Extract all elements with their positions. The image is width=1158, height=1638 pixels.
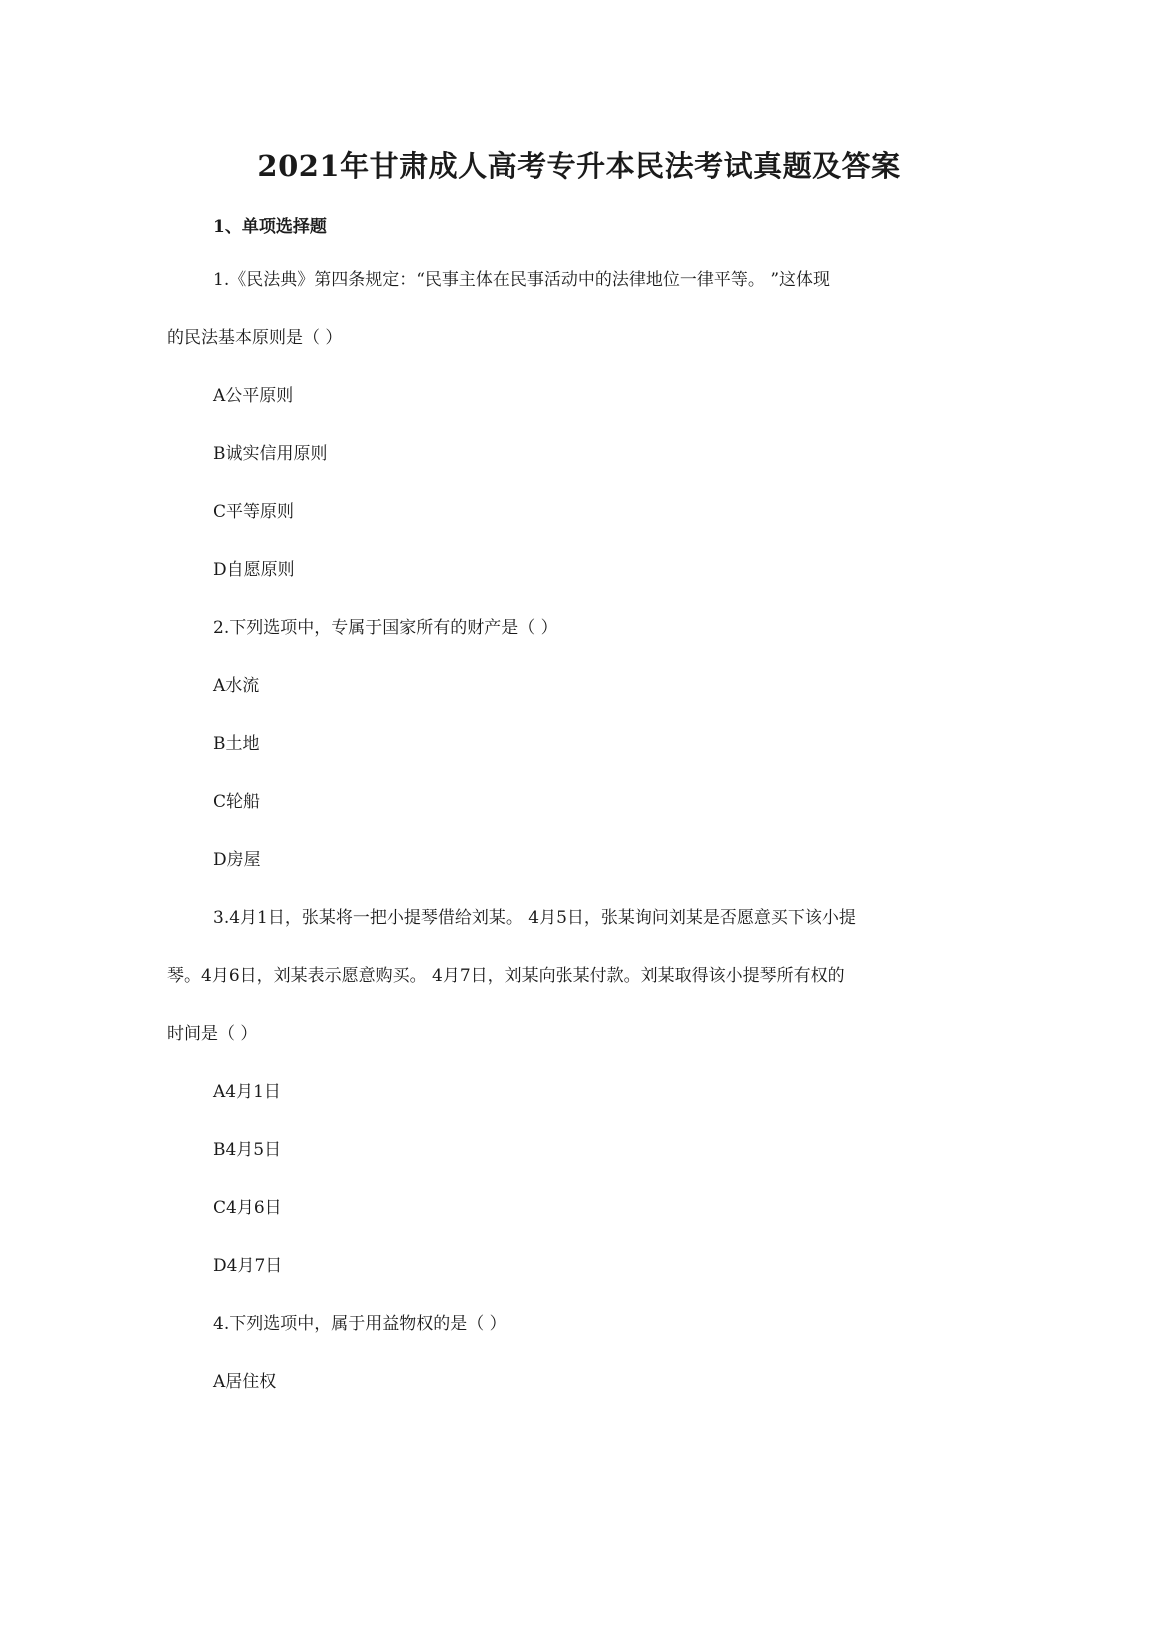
question-1-option-b: B诚实信用原则 <box>213 444 328 464</box>
question-1-text-line-2: 的民法基本原则是（ ） <box>167 328 343 348</box>
question-2-option-b: B土地 <box>213 734 260 754</box>
question-1-text-line-1: 1.《民法典》第四条规定：“民事主体在民事活动中的法律地位一律平等。 ”这体现 <box>213 270 831 290</box>
question-3-option-d: D4月7日 <box>213 1256 283 1276</box>
question-4-text-line-1: 4.下列选项中，属于用益物权的是（ ） <box>213 1314 507 1334</box>
question-3-text-line-3: 时间是（ ） <box>167 1024 258 1044</box>
question-1-option-a: A公平原则 <box>213 386 294 406</box>
question-3-option-b: B4月5日 <box>213 1140 282 1160</box>
section-heading: 1、单项选择题 <box>213 217 327 237</box>
question-3-text-line-1: 3.4月1日，张某将一把小提琴借给刘某。 4月5日，张某询问刘某是否愿意买下该小提 <box>213 908 856 928</box>
question-3-option-a: A4月1日 <box>213 1082 281 1102</box>
question-3-option-c: C4月6日 <box>213 1198 282 1218</box>
question-4-option-a: A居住权 <box>213 1372 277 1392</box>
question-1-option-d: D自愿原则 <box>213 560 295 580</box>
question-2-text-line-1: 2.下列选项中，专属于国家所有的财产是（ ） <box>213 618 558 638</box>
question-3-text-line-2: 琴。4月6日，刘某表示愿意购买。 4月7日，刘某向张某付款。刘某取得该小提琴所有权的 <box>167 966 845 986</box>
question-2-option-c: C轮船 <box>213 792 261 812</box>
document-title: 2021年甘肃成人高考专升本民法考试真题及答案 <box>257 149 901 183</box>
question-1-option-c: C平等原则 <box>213 502 295 522</box>
question-2-option-a: A水流 <box>213 676 260 696</box>
question-2-option-d: D房屋 <box>213 850 261 870</box>
